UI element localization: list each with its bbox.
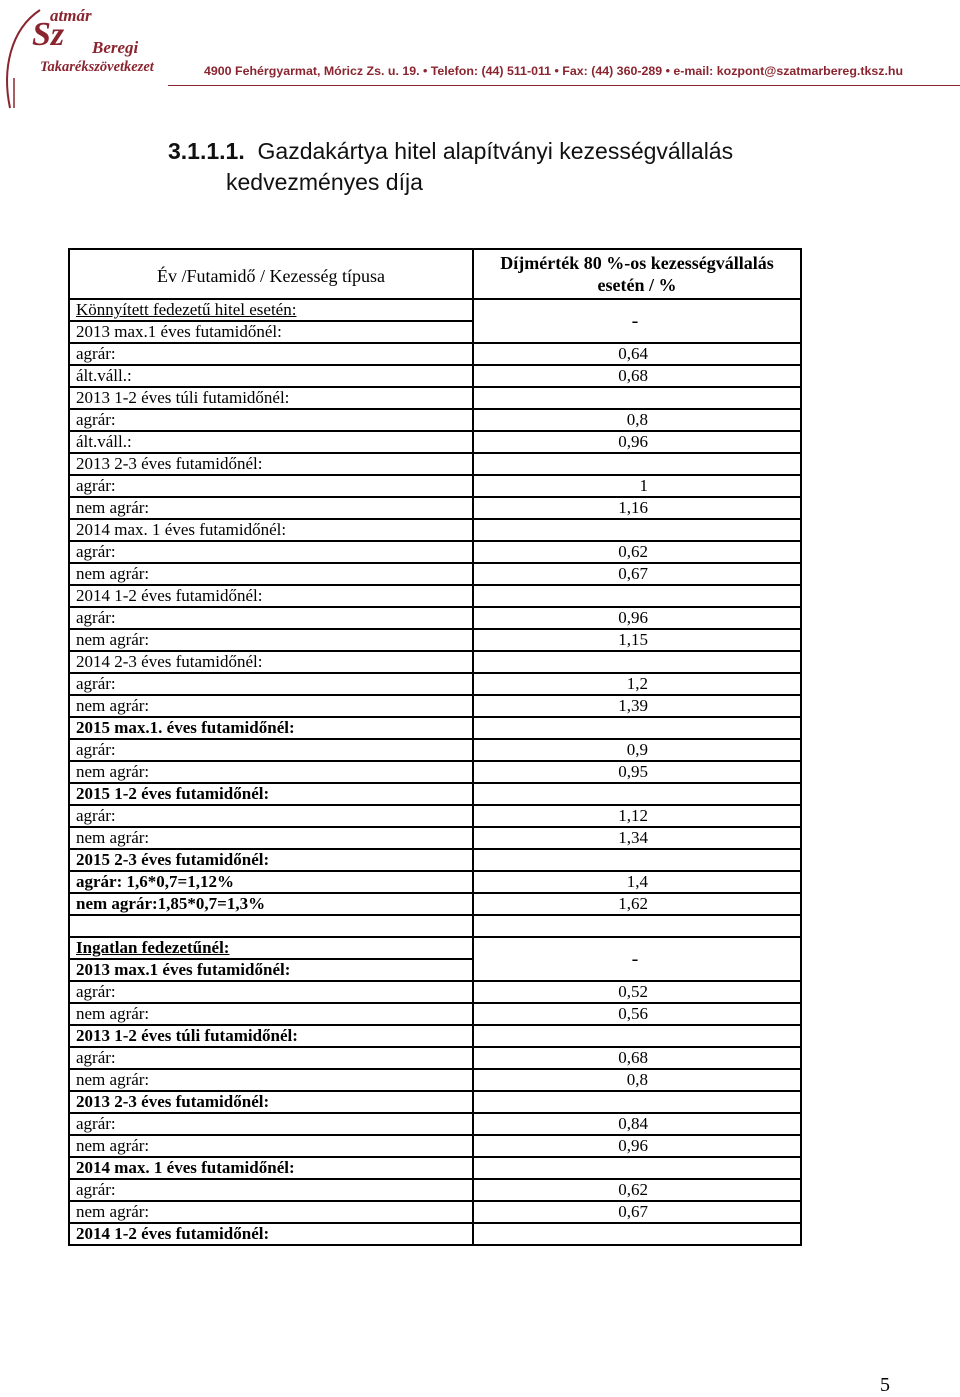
row-label: nem agrár: xyxy=(69,629,473,651)
row-value: 1,2 xyxy=(473,673,801,695)
row-value: 1,15 xyxy=(473,629,801,651)
row-value xyxy=(473,1223,801,1245)
logo-text-atmar: atmár xyxy=(50,6,92,25)
heading-line-1: Gazdakártya hitel alapítványi kezességvállalás xyxy=(257,138,734,164)
letterhead-address: 4900 Fehérgyarmat, Móricz Zs. u. 19. • Telefon: (44) 511-011 • Fax: (44) 360-289 • e-mail: kozpont@szatmarbereg.tksz.hu xyxy=(204,64,904,78)
table-row xyxy=(69,497,801,519)
row-label: 2013 1-2 éves túli futamidőnél: xyxy=(69,387,473,409)
table-row xyxy=(69,871,801,893)
row-value: 0,96 xyxy=(473,607,801,629)
row-value: 1,12 xyxy=(473,805,801,827)
row-value xyxy=(473,651,801,673)
section1-title xyxy=(69,299,473,321)
row-value: 0,68 xyxy=(473,1047,801,1069)
row-label: agrár: xyxy=(69,1113,473,1135)
row-label: agrár: xyxy=(69,1047,473,1069)
table-row xyxy=(69,695,801,717)
row-value xyxy=(473,1025,801,1047)
row-label: 2013 max.1 éves futamidőnél: xyxy=(69,959,473,981)
row-label: nem agrár: xyxy=(69,1135,473,1157)
section1-value: - xyxy=(473,299,801,343)
row-label: nem agrár: xyxy=(69,563,473,585)
company-logo xyxy=(0,0,170,115)
table-row xyxy=(69,849,801,871)
table-row xyxy=(69,915,801,937)
row-value: 0,67 xyxy=(473,1201,801,1223)
table-row xyxy=(69,607,801,629)
row-label: agrár: xyxy=(69,673,473,695)
row-label: agrár: xyxy=(69,739,473,761)
section2-value: - xyxy=(473,937,801,981)
fee-table-container xyxy=(68,248,802,1246)
row-value: 0,95 xyxy=(473,761,801,783)
row-label: 2014 2-3 éves futamidőnél: xyxy=(69,651,473,673)
row-value: 0,56 xyxy=(473,1003,801,1025)
table-row xyxy=(69,343,801,365)
row-value: 0,96 xyxy=(473,431,801,453)
row-value: 0,8 xyxy=(473,1069,801,1091)
row-value xyxy=(473,849,801,871)
header-fee: Díjmérték 80 %-os kezességvállalás esetén / % xyxy=(473,249,801,299)
row-value xyxy=(473,1091,801,1113)
section2-title xyxy=(69,937,473,959)
row-value xyxy=(473,717,801,739)
row-value: 0,62 xyxy=(473,1179,801,1201)
row-label: 2013 1-2 éves túli futamidőnél: xyxy=(69,1025,473,1047)
section1-title-row xyxy=(69,299,801,321)
row-value: 0,84 xyxy=(473,1113,801,1135)
row-label: 2014 max. 1 éves futamidőnél: xyxy=(69,519,473,541)
row-label: 2013 2-3 éves futamidőnél: xyxy=(69,453,473,475)
row-value: 0,64 xyxy=(473,343,801,365)
section2-title-text: Ingatlan fedezetűnél: xyxy=(76,938,230,957)
logo-text-beregi: Beregi xyxy=(92,38,139,57)
table-row xyxy=(69,739,801,761)
row-label: 2014 1-2 éves futamidőnél: xyxy=(69,1223,473,1245)
row-label: agrár: xyxy=(69,1179,473,1201)
row-label: nem agrár: xyxy=(69,1069,473,1091)
row-label: 2015 max.1. éves futamidőnél: xyxy=(69,717,473,739)
table-row xyxy=(69,1157,801,1179)
table-row xyxy=(69,893,801,915)
row-label: 2014 1-2 éves futamidőnél: xyxy=(69,585,473,607)
row-label: ált.váll.: xyxy=(69,431,473,453)
table-row xyxy=(69,1201,801,1223)
letterhead xyxy=(0,0,960,110)
logo-text-sz: Sz xyxy=(32,16,65,53)
row-value: 0,67 xyxy=(473,563,801,585)
row-label: nem agrár: xyxy=(69,761,473,783)
row-label: 2014 max. 1 éves futamidőnél: xyxy=(69,1157,473,1179)
row-value xyxy=(473,387,801,409)
row-value: 0,68 xyxy=(473,365,801,387)
section2-title-row xyxy=(69,937,801,959)
table-row xyxy=(69,1069,801,1091)
row-value xyxy=(473,519,801,541)
row-label: agrár: xyxy=(69,409,473,431)
table-header-row xyxy=(69,249,801,299)
table-row xyxy=(69,585,801,607)
row-value: 1,4 xyxy=(473,871,801,893)
table-row xyxy=(69,541,801,563)
row-value: 1,62 xyxy=(473,893,801,915)
row-value xyxy=(473,1157,801,1179)
header-type: Év /Futamidő / Kezesség típusa xyxy=(69,249,473,299)
heading-line-2: kedvezményes díja xyxy=(226,169,423,195)
table-row xyxy=(69,365,801,387)
table-row xyxy=(69,673,801,695)
row-label: agrár: xyxy=(69,343,473,365)
row-value: 1 xyxy=(473,475,801,497)
row-label: nem agrár:1,85*0,7=1,3% xyxy=(69,893,473,915)
table-row xyxy=(69,387,801,409)
table-row xyxy=(69,453,801,475)
table-row xyxy=(69,1025,801,1047)
row-label: 2015 2-3 éves futamidőnél: xyxy=(69,849,473,871)
row-label: agrár: xyxy=(69,981,473,1003)
table-row xyxy=(69,651,801,673)
row-label: nem agrár: xyxy=(69,827,473,849)
page-number: 5 xyxy=(880,1374,890,1396)
table-row xyxy=(69,1047,801,1069)
row-value: 0,8 xyxy=(473,409,801,431)
section-number: 3.1.1.1. xyxy=(168,138,245,164)
row-label xyxy=(69,915,473,937)
letterhead-divider xyxy=(168,85,960,86)
table-row xyxy=(69,431,801,453)
fee-table xyxy=(68,248,802,1246)
row-value: 0,62 xyxy=(473,541,801,563)
table-row xyxy=(69,409,801,431)
table-row xyxy=(69,805,801,827)
logo-text-takarek: Takarékszövetkezet xyxy=(40,59,154,75)
table-row xyxy=(69,981,801,1003)
row-label: agrár: 1,6*0,7=1,12% xyxy=(69,871,473,893)
table-row xyxy=(69,519,801,541)
row-value xyxy=(473,783,801,805)
table-row xyxy=(69,629,801,651)
table-row xyxy=(69,475,801,497)
row-label: agrár: xyxy=(69,541,473,563)
row-value: 0,9 xyxy=(473,739,801,761)
row-label: agrár: xyxy=(69,805,473,827)
table-row xyxy=(69,827,801,849)
row-value xyxy=(473,453,801,475)
row-value: 1,34 xyxy=(473,827,801,849)
table-row xyxy=(69,1135,801,1157)
row-label: agrár: xyxy=(69,475,473,497)
table-row xyxy=(69,717,801,739)
section1-title-text: Könnyített fedezetű hitel esetén: xyxy=(76,300,297,319)
section-heading xyxy=(168,136,868,198)
row-value xyxy=(473,915,801,937)
row-value: 1,39 xyxy=(473,695,801,717)
row-value: 1,16 xyxy=(473,497,801,519)
row-label: nem agrár: xyxy=(69,695,473,717)
table-row xyxy=(69,1091,801,1113)
table-row xyxy=(69,1003,801,1025)
row-value xyxy=(473,585,801,607)
row-label: 2013 2-3 éves futamidőnél: xyxy=(69,1091,473,1113)
row-label: nem agrár: xyxy=(69,1003,473,1025)
table-row xyxy=(69,1223,801,1245)
row-value: 0,52 xyxy=(473,981,801,1003)
row-label: 2013 max.1 éves futamidőnél: xyxy=(69,321,473,343)
table-row xyxy=(69,1113,801,1135)
table-row xyxy=(69,783,801,805)
table-row xyxy=(69,1179,801,1201)
row-label: nem agrár: xyxy=(69,497,473,519)
row-label: agrár: xyxy=(69,607,473,629)
row-label: 2015 1-2 éves futamidőnél: xyxy=(69,783,473,805)
table-row xyxy=(69,563,801,585)
table-row xyxy=(69,761,801,783)
row-label: nem agrár: xyxy=(69,1201,473,1223)
row-value: 0,96 xyxy=(473,1135,801,1157)
row-label: ált.váll.: xyxy=(69,365,473,387)
